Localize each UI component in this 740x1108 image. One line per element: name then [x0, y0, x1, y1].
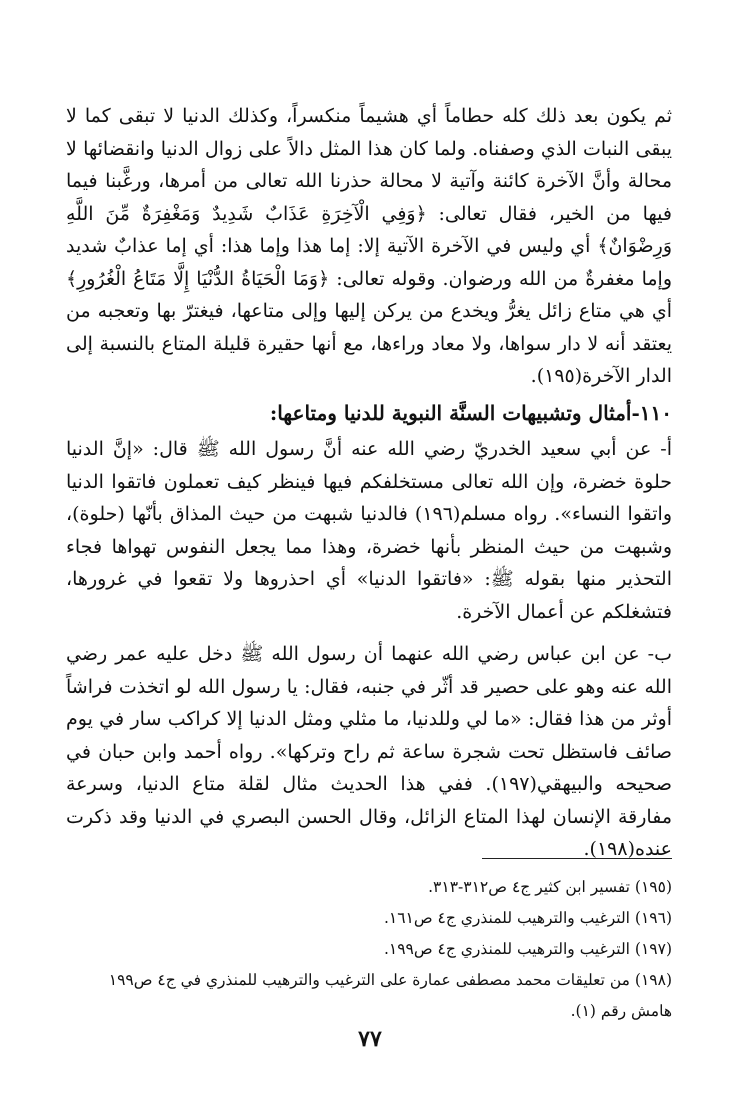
section-heading: ١١٠-أمثال وتشبيهات السنَّة النبوية للدنيا ومتاعها:: [269, 400, 672, 425]
paragraph-hadith-a: أ- عن أبي سعيد الخدريّ رضي الله عنه أنَّ رسول الله ﷺ قال: «إنَّ الدنيا حلوة خضرة، وإن الله تعالى مستخلفكم فيها فينظر كيف تعملون فاتقوا الدنيا واتقوا النساء». رواه مسلم(١٩٦) فالدنيا شبهت من حيث المذاق بأنّها (حلوة)، وشبهت من حيث المنظر بأنها خضرة، وهذا مما يجعل النفوس تهواها فجاء التحذير منها بقوله ﷺ: «فاتقوا الدنيا» أي احذروها ولا تقعوا في غرورها، فتشغلكم عن أعمال الآخرة.: [66, 438, 673, 623]
main-text: [66, 100, 672, 866]
footnote-195: (١٩٥) تفسير ابن كثير ج٤ ص٣١٢-٣١٣.: [428, 878, 672, 896]
page-number: ٧٧: [358, 1026, 382, 1052]
paragraph-intro: ثم يكون بعد ذلك كله حطاماً أي هشيماً منكسراً، وكذلك الدنيا لا تبقى كما لا يبقى النبات الذي وصفناه. ولما كان هذا المثل دالاً على زوال الدنيا وانقضائها لا محالة وأنَّ الآخرة كائنة وآتية لا محالة حذرنا الله تعالى من أمرها، ورغَّبنا فيما فيها من الخير، فقال تعالى: ﴿وَفِي الْآخِرَةِ عَذَابٌ شَدِيدٌ وَمَغْفِرَةٌ مِّنَ اللَّهِ وَرِضْوَانٌ﴾ أي وليس في الآخرة الآتية إلا: إما هذا وإما هذا: أي إما عذابٌ شديد وإما مغفرةٌ من الله ورضوان. وقوله تعالى: ﴿وَمَا الْحَيَاةُ الدُّنْيَا إِلَّا مَتَاعُ الْغُرُورِ﴾ أي هي متاع زائل يغرُّ ويخدع من يركن إليها وإلى متاعها، فيغترّ بها وتعجبه من يعتقد أنه لا دار سواها، ولا معاد وراءها، مع أنها حقيرة قليلة المتاع بالنسبة إلى الدار الآخرة(١٩٥).: [66, 105, 672, 387]
footnote-197: (١٩٧) الترغيب والترهيب للمنذري ج٤ ص١٩٩.: [383, 940, 672, 958]
footnote-196: (١٩٦) الترغيب والترهيب للمنذري ج٤ ص١٦١.: [383, 909, 672, 927]
footnote-198: (١٩٨) من تعليقات محمد مصطفى عمارة على الترغيب والترهيب للمنذري في ج٤ ص١٩٩ هامش رقم (١).: [108, 971, 672, 1020]
footnote-divider: [482, 858, 672, 859]
paragraph-hadith-b: ب- عن ابن عباس رضي الله عنهما أن رسول الله ﷺ دخل عليه عمر رضي الله عنه وهو على حصير قد أثّر في جنبه، فقال: يا رسول الله لو اتخذت فراشاً أوثر من هذا فقال: «ما لي وللدنيا، ما مثلي ومثل الدنيا إلا كراكب سار في يوم صائف فاستظل تحت شجرة ساعة ثم راح وتركها». رواه أحمد وابن حبان في صحيحه والبيهقي(١٩٧). ففي هذا الحديث مثال لقلة متاع الدنيا، وسرعة مفارقة الإنسان لهذا المتاع الزائل، وقال الحسن البصري في الدنيا وقد ذكرت عنده(١٩٨).: [66, 643, 673, 860]
footnotes: [66, 872, 672, 1027]
